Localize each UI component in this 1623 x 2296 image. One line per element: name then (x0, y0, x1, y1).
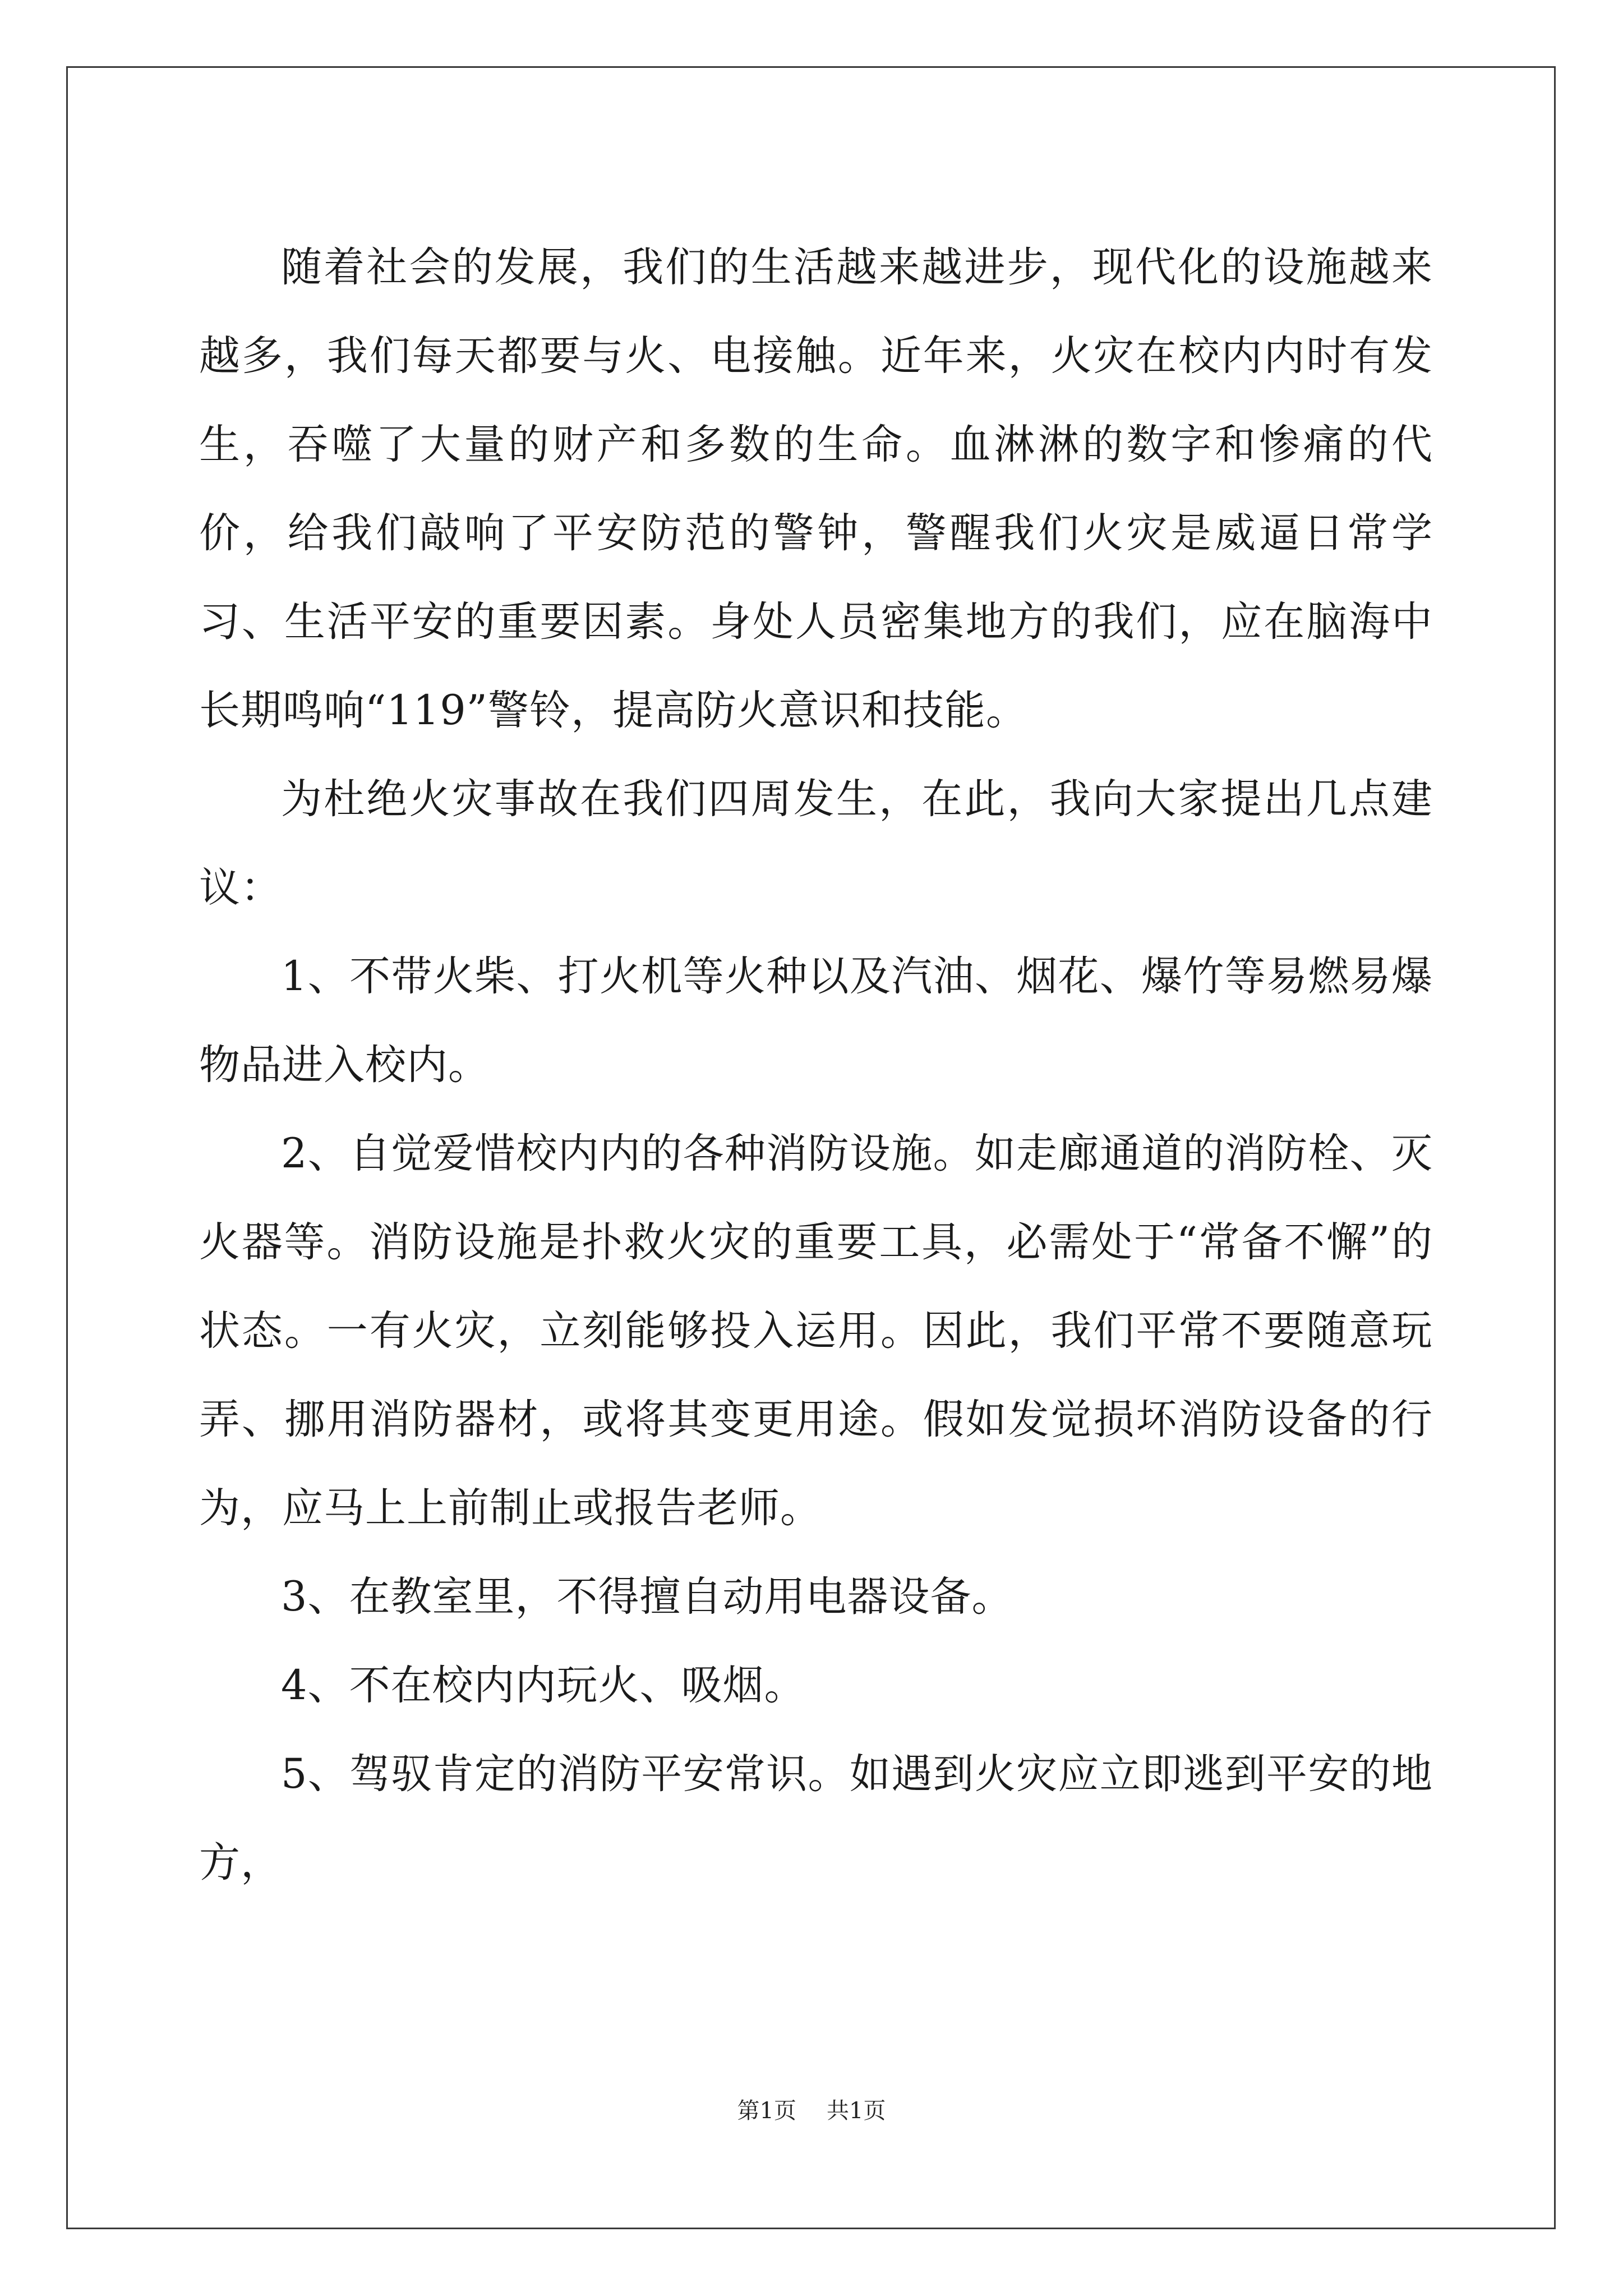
suggestion-item-5: 5、驾驭肯定的消防平安常识。如遇到火灾应立即逃到平安的地方， (199, 1750, 1433, 1887)
suggestion-item-1: 1、不带火柴、打火机等火种以及汽油、烟花、爆竹等易燃易爆物品进入校内。 (199, 953, 1433, 1089)
page-footer (0, 2097, 1623, 2125)
page-total: 共1页 (827, 2098, 886, 2124)
paragraph-suggestions-lead: 为杜绝火灾事故在我们四周发生，在此，我向大家提出几点建议： (199, 775, 1433, 912)
suggestion-item-3: 3、在教室里，不得擅自动用电器设备。 (281, 1573, 1013, 1621)
document-body (199, 223, 1433, 1907)
suggestion-item-2: 2、自觉爱惜校内内的各种消防设施。如走廊通道的消防栓、灭火器等。消防设施是扑救火灾的重要工具，必需处于“常备不懈”的状态。一有火灾，立刻能够投入运用。因此，我们平常不要随意玩弄、挪用消防器材，或将其变更用途。假如发觉损坏消防设备的行为，应马上上前制止或报告老师。 (199, 1130, 1433, 1532)
page-number: 第1页 (737, 2098, 796, 2124)
paragraph-intro: 随着社会的发展，我们的生活越来越进步，现代化的设施越来越多，我们每天都要与火、电接触。近年来，火灾在校内内时有发生，吞噬了大量的财产和多数的生命。血淋淋的数字和惨痛的代价，给我们敲响了平安防范的警钟，警醒我们火灾是威逼日常学习、生活平安的重要因素。身处人员密集地方的我们，应在脑海中长期鸣响“119”警铃，提高防火意识和技能。 (199, 243, 1433, 734)
suggestion-item-4: 4、不在校内内玩火、吸烟。 (281, 1662, 806, 1709)
